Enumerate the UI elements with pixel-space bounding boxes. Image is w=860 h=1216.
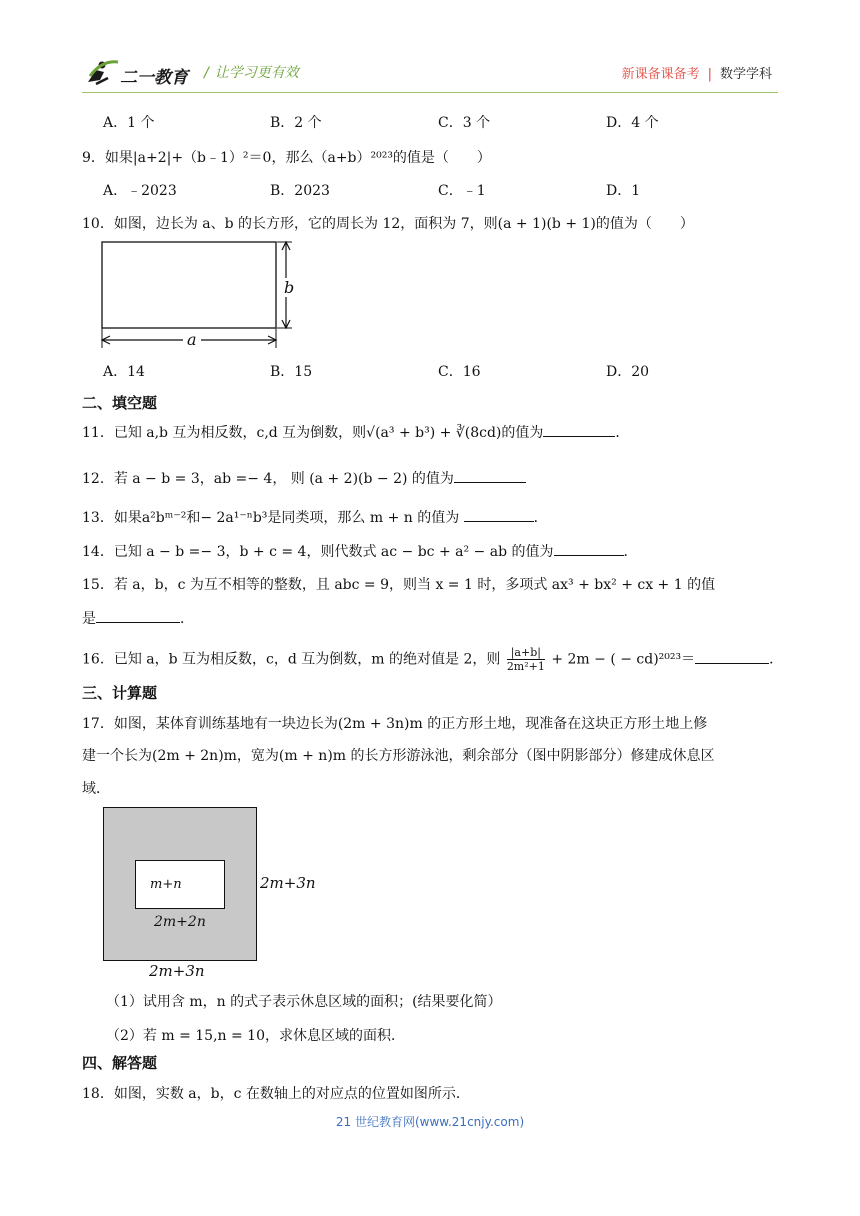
q15-line2: 是 ． (82, 608, 194, 628)
q18: 18．如图，实数 a，b，c 在数轴上的对应点的位置如图所示． (82, 1086, 470, 1102)
q11: 11．已知 a,b 互为相反数，c,d 互为倒数，则√(a³ + b³) + ∛(8cd)的值为 ． (82, 422, 629, 442)
q17-sub1: （1）试用含 m，n 的式子表示休息区域的面积；(结果要化简） (106, 994, 502, 1010)
q8-option-c: C．3 个 (438, 115, 491, 131)
q9-option-a: A．﹣2023 (103, 183, 177, 199)
q17-line2: 建一个长为(2m + 2n)m，宽为(m + n)m 的长方形游泳池，剩余部分（图中阴影部分）修建成休息区 (82, 748, 715, 764)
q9-option-c: C．﹣1 (438, 183, 486, 199)
q9-text: 9．如果|a+2|+（b﹣1）²＝0，那么（a+b）²⁰²³的值是（ ） (82, 150, 491, 166)
pool-length-label: 2m+2n (154, 914, 206, 930)
q9-option-b: B．2023 (270, 183, 330, 199)
q17-line3: 域． (82, 781, 110, 797)
q17-sub2: （2）若 m = 15,n = 10，求休息区域的面积． (106, 1028, 405, 1044)
q10-option-b: B．15 (270, 364, 313, 380)
header-divider (82, 92, 778, 93)
rectangle-figure (96, 238, 306, 350)
pool-rectangle (135, 860, 225, 909)
header-subject: 新课备课备考 | 数学学科 (621, 67, 772, 82)
section-fill-blank: 二、填空题 (82, 394, 158, 412)
q8-option-b: B．2 个 (270, 115, 322, 131)
q10-option-d: D．20 (606, 364, 650, 380)
q12: 12．若 a − b = 3，ab =− 4， 则 (a + 2)(b − 2) 的值为 (82, 468, 526, 488)
brand-logo (82, 56, 192, 90)
q9-option-d: D．1 (606, 183, 641, 199)
slogan: / 让学习更有效 (204, 65, 299, 81)
q8-option-d: D．4 个 (606, 115, 659, 131)
square-side-label: 2m+3n (260, 874, 316, 892)
label-a: a (183, 330, 201, 349)
q14: 14．已知 a − b =− 3，b + c = 4，则代数式 ac − bc + a² − ab 的值为 ． (82, 541, 638, 561)
q15-line1: 15．若 a，b，c 为互不相等的整数，且 abc = 9，则当 x = 1 时，多项式 ax³ + bx² + cx + 1 的值 (82, 577, 716, 593)
q10-text: 10．如图，边长为 a、b 的长方形，它的周长为 12，面积为 7，则(a + 1)(b + 1)的值为（ ） (82, 216, 694, 232)
section-calculation: 三、计算题 (82, 684, 158, 702)
q13: 13．如果a²bᵐ⁻²和− 2a¹⁻ⁿb³是同类项，那么 m + n 的值为 ． (82, 507, 548, 527)
section-answer: 四、解答题 (82, 1054, 158, 1072)
square-bottom-label: 2m+3n (149, 962, 205, 980)
q8-option-a: A．1 个 (103, 115, 155, 131)
label-b: b (284, 278, 295, 297)
footer-source[interactable]: 21 世纪教育网(www.21cnjy.com) (335, 1115, 525, 1129)
q10-option-a: A．14 (103, 364, 145, 380)
q16: 16．已知 a，b 互为相反数，c，d 互为倒数，m 的绝对值是 2，则 $\frac{|a+b|}{\text{2m²+1}}$ + 2m − ( − cd)²⁰²³＝ ． (82, 646, 784, 673)
pool-width-label: m+n (150, 877, 182, 892)
q17-line1: 17．如图，某体育训练基地有一块边长为(2m + 3n)m 的正方形土地，现准备在这块正方形土地上修 (82, 716, 708, 732)
q10-option-c: C．16 (438, 364, 481, 380)
square-plot-figure (103, 807, 257, 961)
brand-name: 二一教育 (120, 68, 188, 88)
